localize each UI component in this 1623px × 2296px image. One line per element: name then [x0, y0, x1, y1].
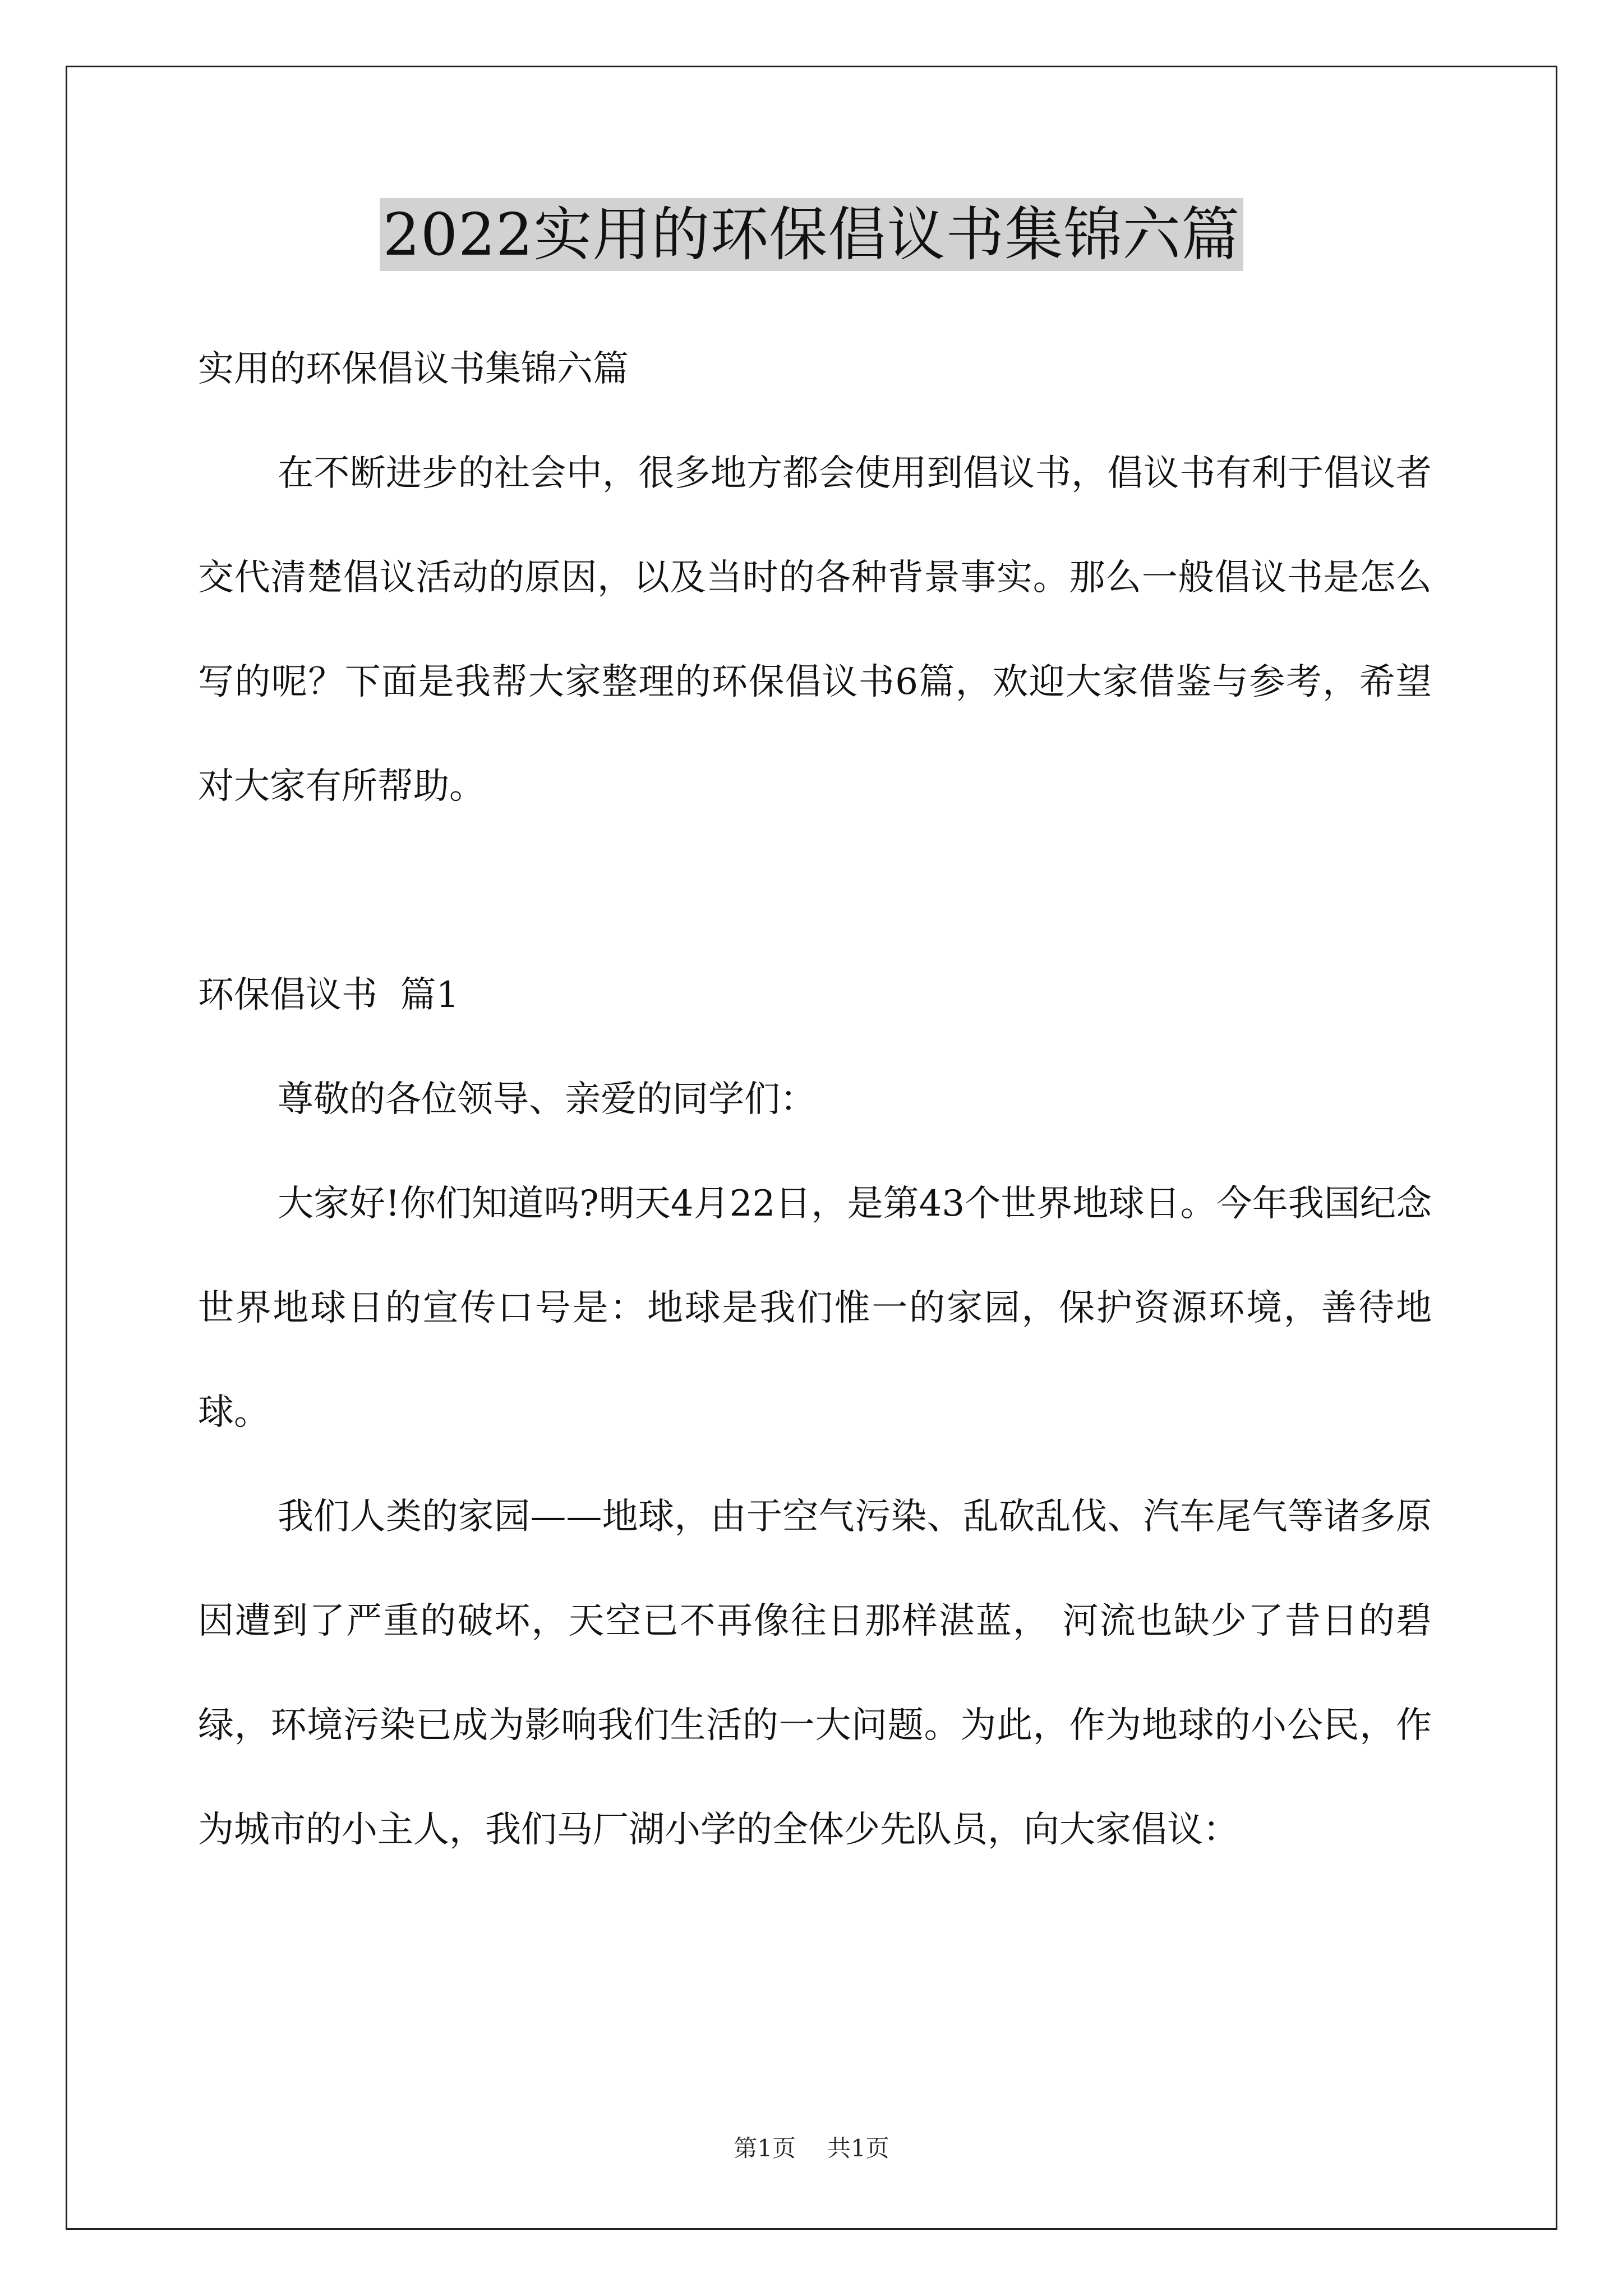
body-paragraph: 大家好!你们知道吗?明天4月22日，是第43个世界地球日。今年我国纪念世界地球日的宣传口号是：地球是我们惟一的家园，保护资源环境，善待地球。 [198, 1183, 1432, 1433]
salutation: 尊敬的各位领导、亲爱的同学们： [278, 1079, 816, 1120]
title-container [0, 198, 1623, 271]
page-number: 第1页 [734, 2134, 796, 2162]
document-subtitle: 实用的环保倡议书集锦六篇 [198, 348, 629, 390]
section-heading: 环保倡议书 篇1 [198, 974, 459, 1016]
intro-paragraph: 在不断进步的社会中，很多地方都会使用到倡议书，倡议书有利于倡议者交代清楚倡议活动的原因，以及当时的各种背景事实。那么一般倡议书是怎么写的呢？下面是我帮大家整理的环保倡议书6篇，欢迎大家借鉴与参考，希望对大家有所帮助。 [198, 453, 1432, 807]
document-title: 2022实用的环保倡议书集锦六篇 [380, 198, 1244, 271]
page-footer [0, 2132, 1623, 2165]
document-body [198, 317, 1432, 1882]
section-spacer [198, 839, 1432, 943]
body-paragraph: 我们人类的家园——地球，由于空气污染、乱砍乱伐、汽车尾气等诸多原因遭到了严重的破坏，天空已不再像往日那样湛蓝， 河流也缺少了昔日的碧绿，环境污染已成为影响我们生活的一大问题。为此，作为地球的小公民，作为城市的小主人，我们马厂湖小学的全体少先队员，向大家倡议： [198, 1496, 1432, 1851]
page-total: 共1页 [827, 2134, 889, 2162]
